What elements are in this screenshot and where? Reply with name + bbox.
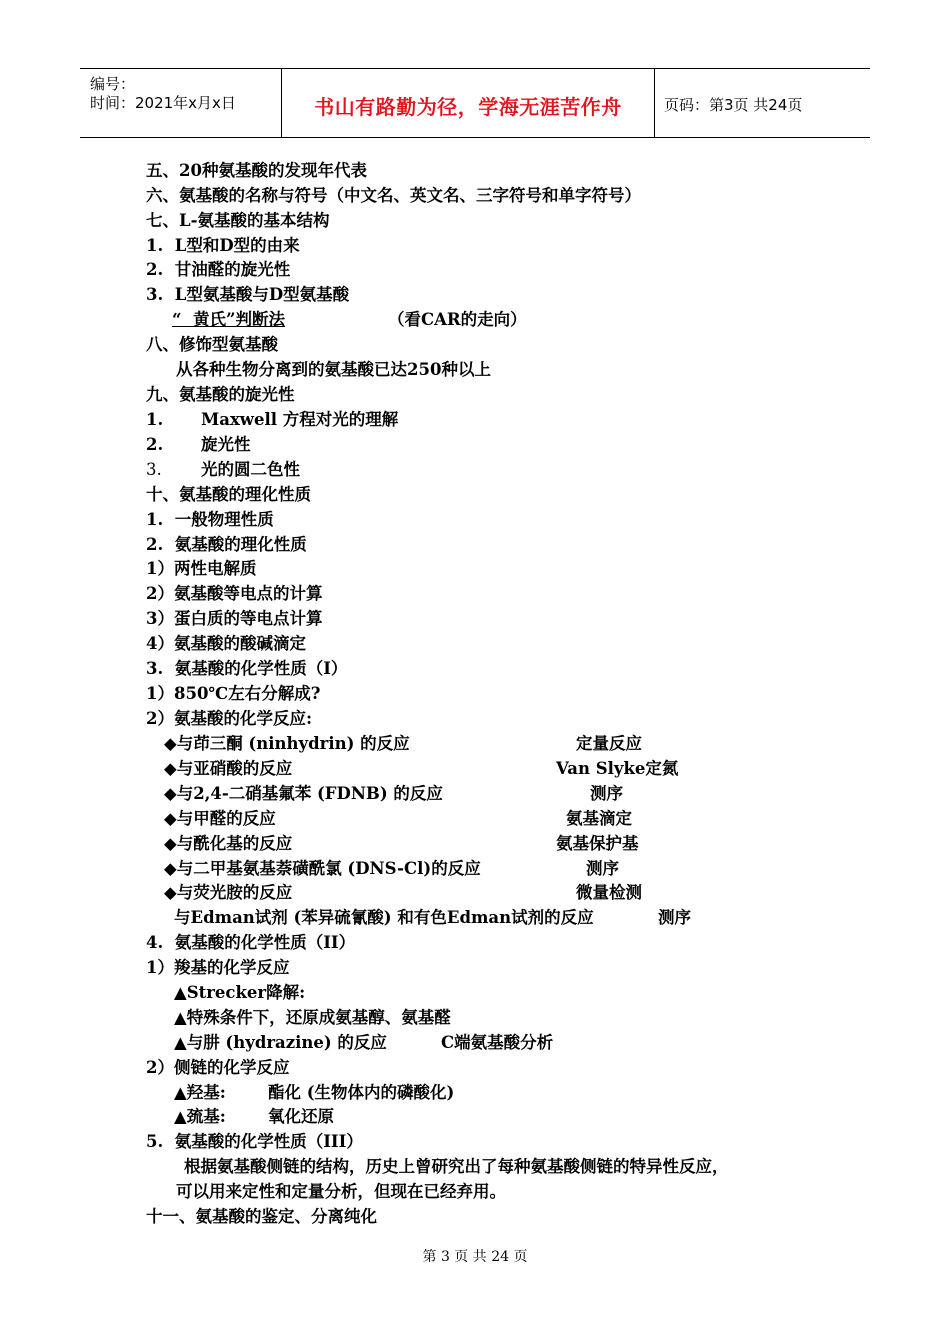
reaction-use: 微量检测 — [576, 883, 642, 902]
list-item: Maxwell 方程对光的理解 — [201, 410, 399, 429]
section-heading: 十一、氨基酸的鉴定、分离纯化 — [146, 1207, 377, 1226]
paragraph-line: 根据氨基酸侧链的结构，历史上曾研究出了每种氨基酸侧链的特异性反应， — [184, 1157, 729, 1176]
reaction-item: ◆与茚三酮 (ninhydrin) 的反应 — [164, 734, 410, 753]
reaction-use: 氨基滴定 — [566, 809, 632, 828]
doc-date-label: 时间：2021年x月x日 — [90, 94, 236, 112]
text-line: “ 黄氏”判断法 — [172, 310, 285, 329]
reaction-item: ▲巯基: — [174, 1107, 226, 1126]
reaction-use: 氨基保护基 — [556, 834, 639, 853]
list-item: 1）羧基的化学反应 — [146, 958, 290, 977]
list-number: 2. — [146, 435, 164, 454]
section-heading: 九、氨基酸的旋光性 — [146, 385, 295, 404]
reaction-item: ◆与甲醛的反应 — [164, 809, 276, 828]
list-item: 1）850℃左右分解成? — [146, 684, 321, 703]
list-item: 2）侧链的化学反应 — [146, 1058, 290, 1077]
reaction-item: ◆与亚硝酸的反应 — [164, 759, 293, 778]
list-item: 2）氨基酸的化学反应: — [146, 709, 313, 728]
section-heading: 十、氨基酸的理化性质 — [146, 485, 311, 504]
list-item: 2）氨基酸等电点的计算 — [146, 584, 323, 603]
list-item: 3）蛋白质的等电点计算 — [146, 609, 323, 628]
reaction-item: 与Edman试剂 (苯异硫氰酸) 和有色Edman试剂的反应 — [174, 908, 594, 927]
section-heading: 五、20种氨基酸的发现年代表 — [146, 161, 367, 180]
reaction-use: 定量反应 — [576, 734, 642, 753]
section-heading: 七、L-氨基酸的基本结构 — [146, 211, 330, 230]
paragraph-line: 可以用来定性和定量分析，但现在已经弃用。 — [176, 1182, 506, 1201]
reaction-use: 测序 — [658, 908, 691, 927]
text-line: 从各种生物分离到的氨基酸已达250种以上 — [176, 360, 491, 379]
reaction-use: Van Slyke定氮 — [556, 759, 679, 778]
list-item: 3. 氨基酸的化学性质（I） — [146, 659, 348, 678]
reaction-item: ◆与荧光胺的反应 — [164, 883, 293, 902]
reaction-item: ▲羟基: — [174, 1083, 226, 1102]
list-item: 4. 氨基酸的化学性质（II） — [146, 933, 356, 952]
reaction-use: 测序 — [586, 859, 619, 878]
section-heading: 六、氨基酸的名称与符号（中文名、英文名、三字符号和单字符号） — [146, 186, 641, 205]
list-item: 3. L型氨基酸与D型氨基酸 — [146, 285, 350, 304]
list-number: 1. — [146, 410, 164, 429]
header-page-label: 页码：第3页 共24页 — [664, 96, 803, 114]
reaction-use: 氧化还原 — [268, 1107, 334, 1126]
doc-number-label: 编号： — [90, 75, 136, 93]
reaction-use: C端氨基酸分析 — [441, 1033, 554, 1052]
list-item: 1. 一般物理性质 — [146, 510, 274, 529]
reaction-use: 酯化 (生物体内的磷酸化) — [268, 1083, 455, 1102]
text-line: （看CAR的走向） — [388, 310, 527, 329]
list-number: 3. — [146, 460, 162, 479]
header-motto: 书山有路勤为径，学海无涯苦作舟 — [314, 95, 622, 119]
reaction-item: ◆与酰化基的反应 — [164, 834, 293, 853]
list-item: 4）氨基酸的酸碱滴定 — [146, 634, 306, 653]
reaction-item: ▲特殊条件下，还原成氨基醇、氨基醛 — [174, 1008, 451, 1027]
list-item: 旋光性 — [201, 435, 251, 454]
reaction-item: ◆与2,4-二硝基氟苯 (FDNB) 的反应 — [164, 784, 443, 803]
list-item: 1）两性电解质 — [146, 559, 257, 578]
reaction-item: ▲与肼 (hydrazine) 的反应 — [174, 1033, 387, 1052]
list-item: 2. 氨基酸的理化性质 — [146, 535, 307, 554]
section-heading: 八、修饰型氨基酸 — [146, 335, 278, 354]
reaction-item: ◆与二甲基氨基萘磺酰氯 (DNS-Cl)的反应 — [164, 859, 481, 878]
page-footer: 第 3 页 共 24 页 — [422, 1249, 528, 1265]
reaction-item: ▲Strecker降解: — [174, 983, 306, 1002]
list-item: 1. L型和D型的由来 — [146, 236, 300, 255]
list-item: 2. 甘油醛的旋光性 — [146, 260, 291, 279]
list-item: 光的圆二色性 — [201, 460, 300, 479]
list-item: 5. 氨基酸的化学性质（III） — [146, 1132, 363, 1151]
reaction-use: 测序 — [590, 784, 623, 803]
